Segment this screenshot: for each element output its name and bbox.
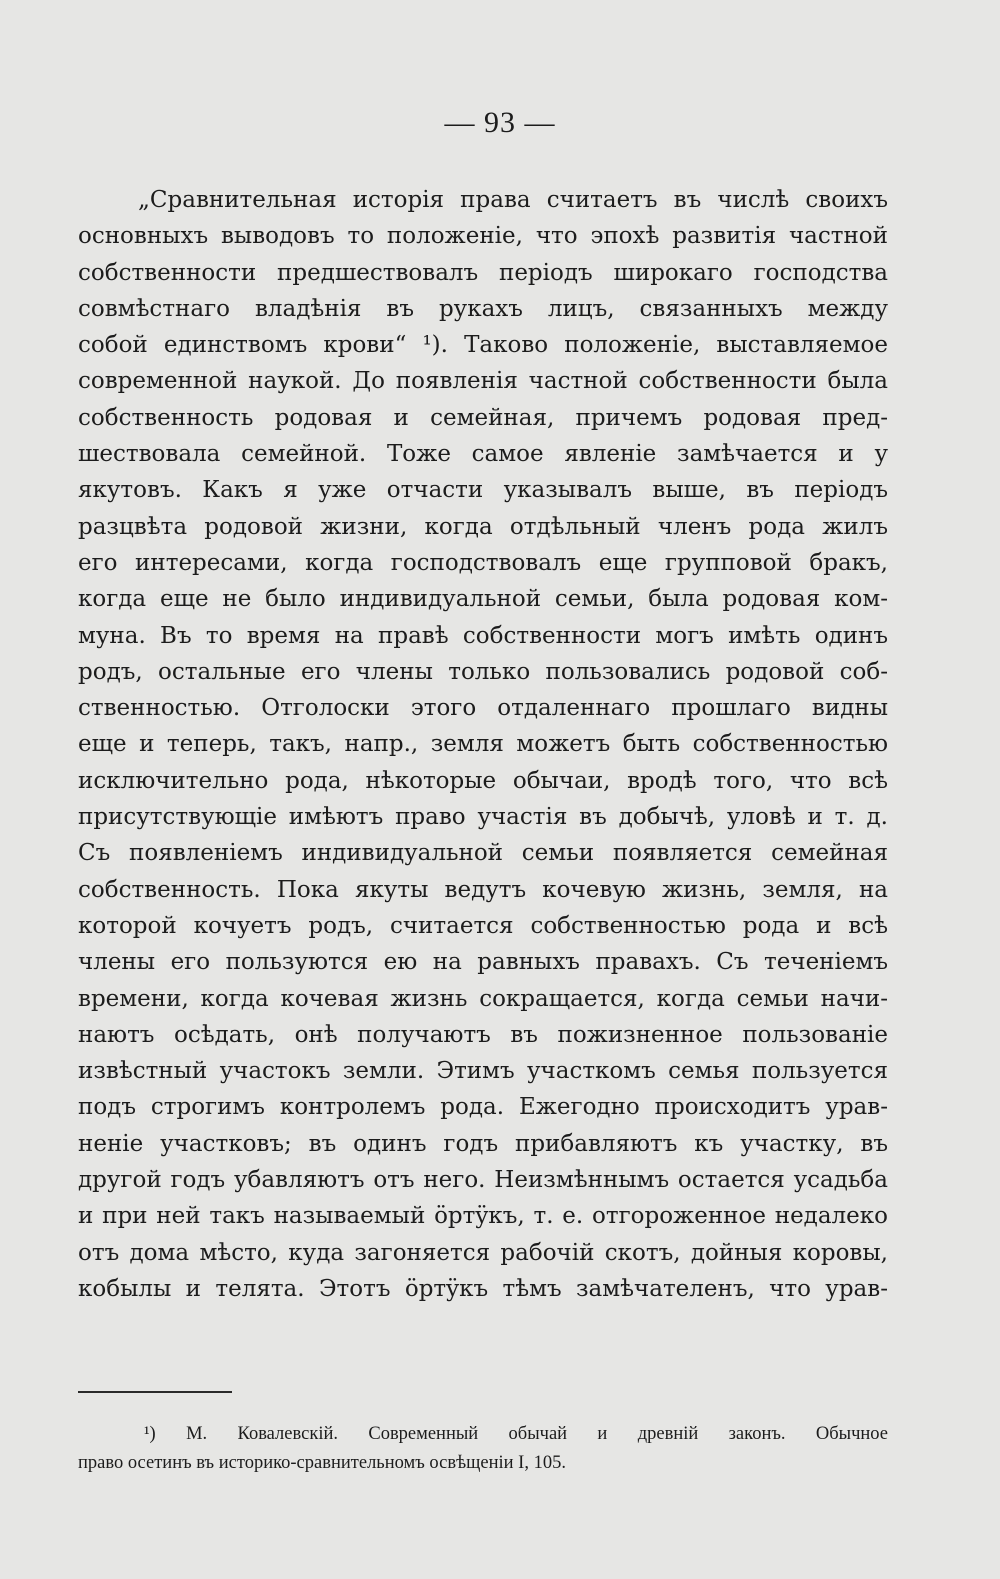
text-line: исключительно рода, нѣкоторые обычаи, вродѣ того, что всѣ (78, 767, 888, 794)
text-line: подъ строгимъ контролемъ рода. Ежегодно происходитъ урав- (78, 1094, 888, 1121)
text-line: шествовала семейной. Тоже самое явленіе замѣчается и у (78, 441, 888, 468)
text-line: которой кочуетъ родъ, считается собственностью рода и всѣ (78, 912, 888, 939)
text-line: ственностью. Отголоски этого отдаленнаго прошлаго видны (78, 695, 888, 722)
text-line: „Сравнительная исторія права считаетъ въ числѣ своихъ (138, 187, 888, 213)
footnote-line: право осетинъ въ историко-сравнительномъ освѣщеніи I, 105. (78, 1453, 566, 1473)
text-line: муна. Въ то время на правѣ собственности могъ имѣть одинъ (78, 622, 888, 649)
text-line: и при ней такъ называемый öртÿкъ, т. е. отгороженное недалеко (78, 1203, 888, 1230)
text-line: неніе участковъ; въ одинъ годъ прибавляютъ къ участку, въ (78, 1130, 888, 1157)
text-line: когда еще не было индивидуальной семьи, была родовая ком- (78, 586, 888, 613)
text-line: совмѣстнаго владѣнія въ рукахъ лицъ, связанныхъ между (78, 295, 888, 322)
text-line: собственность родовая и семейная, причемъ родовая пред- (78, 404, 888, 431)
body-text (78, 182, 888, 1307)
footnote-line: ¹) М. Ковалевскій. Современный обычай и древній законъ. Обычное (144, 1424, 888, 1444)
page-number: — 93 — (444, 106, 556, 139)
text-line: Съ появленіемъ индивидуальной семьи появляется семейная (78, 840, 888, 867)
text-line: времени, когда кочевая жизнь сокращается, когда семьи начи- (78, 985, 888, 1012)
text-line: его интересами, когда господствовалъ еще групповой бракъ, (78, 549, 888, 576)
text-line: якутовъ. Какъ я уже отчасти указывалъ выше, въ періодъ (78, 477, 888, 504)
text-line: основныхъ выводовъ то положеніе, что эпохѣ развитія частной (78, 223, 888, 250)
text-line: собственность. Пока якуты ведутъ кочевую жизнь, земля, на (78, 876, 888, 903)
text-line: присутствующіе имѣютъ право участія въ добычѣ, уловѣ и т. д. (78, 804, 888, 831)
text-line: еще и теперь, такъ, напр., земля можетъ быть собственностью (78, 731, 888, 758)
text-line: собой единствомъ крови“ ¹). Таково положеніе, выставляемое (78, 332, 888, 359)
text-line: члены его пользуются ею на равныхъ правахъ. Съ теченіемъ (78, 949, 888, 976)
footnote (78, 1420, 888, 1478)
text-line: кобылы и телята. Этотъ öртÿкъ тѣмъ замѣчателенъ, что урав- (78, 1275, 888, 1302)
text-line: собственности предшествовалъ періодъ широкаго господства (78, 259, 888, 286)
text-line: родъ, остальные его члены только пользовались родовой соб- (78, 658, 888, 685)
text-line: разцвѣта родовой жизни, когда отдѣльный членъ рода жилъ (78, 513, 888, 540)
footnote-divider (78, 1391, 232, 1393)
text-line: другой годъ убавляютъ отъ него. Неизмѣннымъ остается усадьба (78, 1167, 888, 1194)
text-line: извѣстный участокъ земли. Этимъ участкомъ семья пользуется (78, 1058, 888, 1085)
text-line: современной наукой. До появленія частной собственности была (78, 368, 888, 395)
text-line: наютъ осѣдать, онѣ получаютъ въ пожизненное пользованіе (78, 1021, 888, 1048)
text-line: отъ дома мѣсто, куда загоняется рабочій скотъ, дойныя коровы, (78, 1239, 888, 1266)
